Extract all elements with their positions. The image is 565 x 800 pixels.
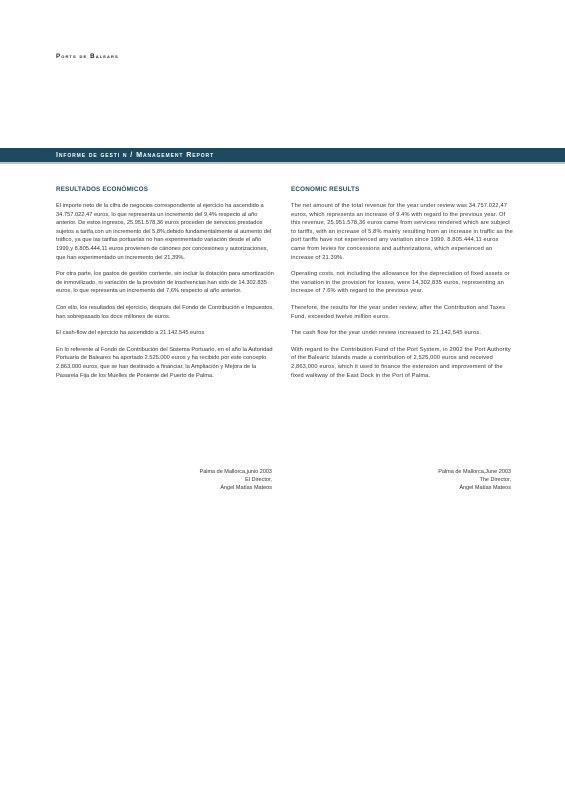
english-column <box>291 186 513 388</box>
organization-name: Ports de Balears <box>56 53 119 60</box>
spanish-paragraph-5: En lo referente al Fondo de Contribución del Sistema Portuario, en el año la Autoridad Portuaria de Baleares ha aportado 2.525.000 euros y ha recibido por este concepto 2.863.000 euros, que se han destinado a financiar, la Ampliación y Mejora de la Pasarela Fija de los Muelles de Poniente del Puerto de Palma. <box>56 346 273 379</box>
spanish-paragraph-1: El importe neto de la cifra de negocios correspondiente al ejercicio ha ascendido a 34.757.022,47 euros, lo que representa un incremento del 9,4% respecto al año anterior. De estos ingresos, 25.951.578,36 euros proceden de servicios prestados sujetos a tarifa,con un incremento del 5,8%,debido fundamentalmente al aumento del tráfico, ya que las tarifas portuarias no han experimentado variación desde el año 1999,y 8.805.444,11 euros provienen de cánones por concesiones y autorizaciones, que han experimentado un incremento del 21,39%. <box>56 203 272 261</box>
banner-divider <box>0 162 565 164</box>
english-paragraph-5: With regard to the Contribution Fund of the Port System, in 2002 the Port Authority of the Balearic Islands made a contribution of 2,525,000 euros and received 2,863,000 euros, which it used to finance the extension and improvement of the fixed walkway of the East Dock in the Port of Palma. <box>291 346 511 379</box>
english-heading: ECONOMIC RESULTS <box>291 186 360 193</box>
english-signature <box>291 468 511 492</box>
section-title: Informe de gesti n / Management Report <box>56 150 215 159</box>
signature-role: El Director, <box>245 477 272 483</box>
signature-name: Ángel Matías Mateos <box>220 485 272 491</box>
signature-name: Ángel Matías Mateos <box>459 485 511 491</box>
spanish-column <box>56 186 276 388</box>
spanish-signature <box>56 468 272 492</box>
section-banner <box>0 148 565 162</box>
signature-place-date: Palma de Mallorca,junio 2003 <box>199 469 272 475</box>
english-paragraph-4: The cash flow for the year under review increased to 21,142,545 euros. <box>291 330 482 337</box>
english-paragraph-1: The net amount of the total revenue for the year under review was 34.757.022,47 euros, which represents an increase of 9.4% with regard to the previous year. Of this revenue, 25.951.578,36 euros came from services rendered which are subject to tariffs, with an increase of 5.8% mainly resulting from an increase in traffic as the port tariffs have not experienced any variation since 1999. 8.805.444,11 euros came from levies for concessions and authorizations, which experienced an increase of 21.39%. <box>291 203 513 261</box>
signature-role: The Director, <box>479 477 511 483</box>
english-paragraph-3: Therefore, the results for the year under review, after the Contribution and Taxes Fund, exceeded twelve million euros. <box>291 304 506 320</box>
spanish-paragraph-2: Por otra parte, los gastos de gestión corriente, sin incluir la dotación para amortización de inmovilizado, ni variación de la provisión de insolvencias han sido de 14.302.835 euros, lo que representa un incremento del 7,6% respecto al año anterior. <box>56 271 274 295</box>
spanish-paragraph-3: Con ello, los resultados del ejercicio, después del Fondo de Contribución e Impuestos, han sobrepasado los doce millones de euros. <box>56 304 274 320</box>
spanish-heading: RESULTADOS ECONÓMICOS <box>56 186 149 193</box>
english-paragraph-2: Operating costs, not including the allowance for the depreciation of fixed assets or the variation in the provision for losses, were 14,302,835 euros, representing an increase of 7.6% with regard to the previous year. <box>291 271 510 295</box>
spanish-paragraph-4: El cash-flow del ejercicio ha ascendido a 21.142.545 euros <box>56 330 205 337</box>
signature-place-date: Palma de Mallorca,June 2003 <box>438 469 511 475</box>
